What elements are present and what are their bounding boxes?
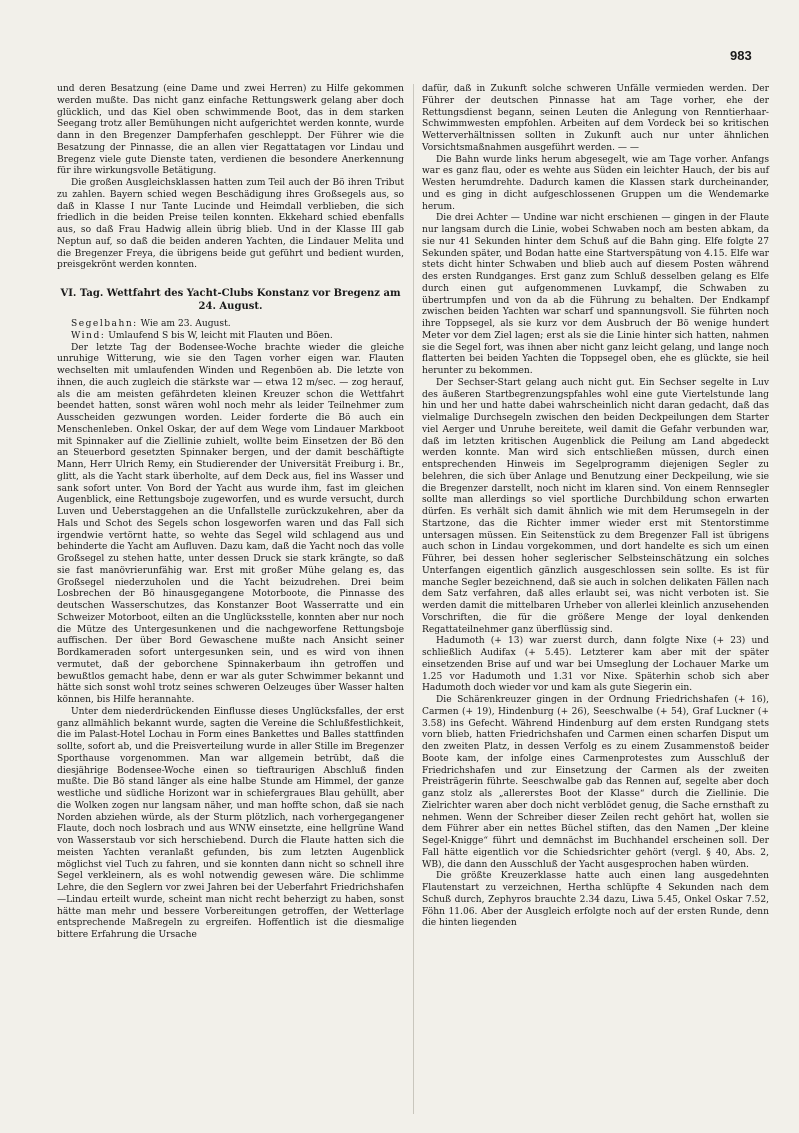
paragraph: Die größte Kreuzerklasse hatte auch einen lang ausgedehnten Flautenstart zu verzeichnen, Hertha schlüpfte 4 Sekunden nach dem Schuß durch, Zephyros brauchte 2.34 dazu, Liwa 5.45, Onkel Oskar 7.52, Föhn 11.06. Aber der Ausgleich erfolgte noch auf der ersten Runde, denn die hinten liegenden [422, 871, 769, 929]
paragraph: Die großen Ausgleichsklassen hatten zum Teil auch der Bö ihren Tribut zu zahlen. Bayern schied wegen Beschädigung ihres Großsegels aus, so daß in Klasse I nur Tante Lucinde und Heimdall verblieben, die sich friedlich in die beiden Preise teilen konnten. Ekkehard schied ebenfalls aus, so daß Frau Hadwig allein übrig blieb. Und in der Klasse III gab Neptun auf, so daß die beiden anderen Yachten, die Lindauer Melita und die Bregenzer Freya, die übrigens beide gut geführt und bedient wurden, preisgekrönt werden konnten. [57, 178, 404, 271]
paragraph: Hadumoth (+ 13) war zuerst durch, dann folgte Nixe (+ 23) und schließlich Audifax (+ 5.45). Letzterer kam aber mit der später einsetzenden Brise auf und war bei Umseglung der Lochauer Marke um 1.25 vor Hadumoth und 1.31 vor Nixe. Späterhin schob sich aber Hadumoth doch wieder vor und kam als gute Siegerin ein. [422, 636, 769, 694]
segelbahn-line [57, 319, 404, 331]
paragraph: Der letzte Tag der Bodensee-Woche brachte wieder die gleiche unruhige Witterung, wie sie den Tagen vorher eigen war. Flauten wechselten mit umlaufenden Winden und Regenböen ab. Die letzte von ihnen, die auch zugleich die stärkste war — etwa 12 m/sec. — zog herauf, als die am meisten gefährdeten kleinen Kreuzer schon die Wettfahrt beendet hatten, sonst wären wohl noch mehr als leider Teilnehmer zum Ausscheiden gezwungen worden. Leider forderte die Bö auch ein Menschenleben. Onkel Oskar, der auf dem Wege vom Lindauer Markboot mit Spinnaker auf die Ziellinie zuhielt, wollte beim Einsetzen der Bö den an Steuerbord gesetzten Spinnaker bergen, und der damit beschäftigte Mann, Herr Ulrich Remy, ein Studierender der Universität Freiburg i. Br., glitt, als die Yacht stark überholte, auf dem Deck aus, fiel ins Wasser und sank sofort unter. Von Bord der Yacht aus wurde ihm, fast im gleichen Augenblick, eine Rettungsboje zugeworfen, und es wurde versucht, durch Luven und Ueberstaggehen an die Unfallstelle zurückzukehren, aber da Hals und Schot des Segels schon losgeworfen waren und das Fall sich irgendwie vertörnt hatte, so wehte das Segel wild schlagend aus und behinderte die Yacht am Aufluven. Dazu kam, daß die Yacht noch das volle Großsegel zu stehen hatte, unter dessen Druck sie stark krängte, so daß sie fast manövrierunfähig war. Erst mit großer Mühe gelang es, das Großsegel niederzuholen und die Yacht beizudrehen. Drei beim Losbrechen der Bö hinausgegangene Motorboote, die Pinnasse des deutschen Wasserschutzes, das Konstanzer Boot Wasserratte und ein Schweizer Motorboot, eilten an die Unglücksstelle, konnten aber nur noch die Mütze des Untergesunkenen und die nachgeworfene Rettungsboje auffischen. Der über Bord Gewaschene mußte nach Ansicht seiner Bordkameraden sofort untergesunken sein, und es wird von ihnen vermutet, daß der geborchene Spinnakerbaum ihn getroffen und bewußtlos gemacht habe, denn er war als guter Schwimmer bekannt und hätte sich sonst wohl trotz seines schweren Oelzeuges über Wasser halten können, bis Hilfe herannahte. [57, 342, 404, 705]
article-columns [57, 84, 769, 942]
segelbahn-text: Wie am 23. August. [137, 319, 231, 329]
section-heading: VI. Tag. Wettfahrt des Yacht-Clubs Konstanz vor Bregenz am 24. August. [60, 288, 401, 312]
left-column [57, 84, 404, 942]
paragraph: Der Sechser-Start gelang auch nicht gut. Ein Sechser segelte in Luv des äußeren Startbegrenzungspfahles wohl eine gute Viertelstunde lang hin und her und hatte dabei wahrscheinlich nicht daran gedacht, daß das vielmalige Durchsegeln zwischen den beiden Deckpeilungen dem Starter viel Aerger und Unruhe bereitete, weil damit die Gefahr verbunden war, daß im letzten kritischen Augenblick die Peilung am Land abgedeckt werden konnte. Man wird sich entschließen müssen, durch einen entsprechenden Hinweis im Segelprogramm diejenigen Segler zu belehren, die sich über Anlage und Benutzung einer Deckpeilung, wie sie die Bregenzer darstellt, noch nicht im klaren sind. Von einem Rennsegler sollte man allerdings so viel sportliche Durchbildung schon erwarten dürfen. Es verhält sich damit ähnlich wie mit dem Herumsegeln in der Startzone, das die Richter immer wieder erst mit Stentorstimme untersagen müssen. Ein Seitenstück zu dem Bregenzer Fall ist übrigens auch schon in Lindau vorgekommen, und dort handelte es sich um einen Führer, bei dessen hoher seglerischer Selbsteinschätzung ein solches Unterfangen eigentlich gänzlich ausgeschlossen sein sollte. Es ist für manche Segler bezeichnend, daß sie auch in solchen delikaten Fällen nach dem Satz verfahren, daß alles erlaubt sei, was nicht verboten ist. Sie werden damit die mittelbaren Urheber von allerlei kleinlich anzusehenden Vorschriften, die für die größere Menge der loyal denkenden Regattateilnehmer ganz überflüssig sind. [422, 377, 769, 635]
segelbahn-label: Segelbahn: [71, 319, 138, 329]
page-number: 983 [730, 48, 752, 63]
wind-line [57, 331, 404, 343]
paragraph: Unter dem niederdrückenden Einflusse dieses Unglücksfalles, der erst ganz allmählich bekannt wurde, sagten die Vereine die Schlußfestlichkeit, die im Palast-Hotel Lochau in Form eines Bankettes und Balles stattfinden sollte, sofort ab, und die Preisverteilung wurde in aller Stille im Bregenzer Sporthause vorgenommen. Man war allgemein betrübt, daß die diesjährige Bodensee-Woche einen so tieftraurigen Abschluß finden mußte. Die Bö stand länger als eine halbe Stunde am Himmel, der ganze westliche und südliche Horizont war in schiefergraues Blau gehüllt, aber die Wolken zogen nur langsam näher, und man hoffte schon, daß sie nach Norden abziehen würde, als der Sturm plötzlich, nach vorhergegangener Flaute, doch noch losbrach und aus WNW einsetzte, eine hellgrüne Wand von Wasserstaub vor sich herschiebend. Durch die Flaute hatten sich die meisten Yachten veranlaßt gefunden, bis zum letzten Augenblick möglichst viel Tuch zu fahren, und sie konnten dann nicht so schnell ihre Segel verkleinern, als es wohl notwendig gewesen wäre. Die schlimme Lehre, die den Seglern vor zwei Jahren bei der Ueberfahrt Friedrichshafen—Lindau erteilt wurde, scheint man nicht recht beherzigt zu haben, sonst hätte man mehr und bessere Vorbereitungen getroffen, der Wetterlage entsprechende Maßregeln zu ergreifen. Hoffentlich ist die diesmalige bittere Erfahrung die Ursache [57, 706, 404, 940]
paragraph: dafür, daß in Zukunft solche schweren Unfälle vermieden werden. Der Führer der deutschen Pinnasse hat am Tage vorher, ehe der Rettungsdienst begann, seinen Leuten die Anlegung von Renntierhaar-Schwimmwesten empfohlen. Arbeiten auf dem Vordeck bei so kritischen Wetterverhältnissen sollten in Zukunft auch nur unter ähnlichen Vorsichtsmaßnahmen ausgeführt werden. — — [422, 84, 769, 153]
wind-label: Wind: [71, 330, 106, 341]
paragraph: Die Bahn wurde links herum abgesegelt, wie am Tage vorher. Anfangs war es ganz flau, oder es wehte aus Süden ein leichter Hauch, der bis auf Westen herumdrehte. Dadurch kamen die Klassen stark durcheinander, und es ging in dicht aufgeschlossenen Gruppen um die Wendemarke herum. [422, 154, 769, 212]
right-column [422, 84, 769, 942]
paragraph: Die drei Achter — Undine war nicht erschienen — gingen in der Flaute nur langsam durch die Linie, wobei Schwaben noch am besten abkam, da sie nur 41 Sekunden hinter dem Schuß auf die Bahn ging. Elfe folgte 27 Sekunden später, und Bodan hatte eine Startverspätung von 4.15. Elfe war stets dicht hinter Schwaben und blieb auch auf diesem Posten während des ersten Rundganges. Erst ganz zum Schluß desselben gelang es Elfe durch einen gut aufgenommenen Luvkampf, die Schwaben zu übertrumpfen und von da ab die Führung zu behalten. Der Endkampf zwischen beiden Yachten war scharf und spannungsvoll. Sie führten noch ihre Toppsegel, als sie kurz vor dem Ausbruch der Bö wenige hundert Meter vor dem Ziel lagen; erst als sie die Linie hinter sich hatten, nahmen sie die Segel fort, was ihnen aber nicht ganz leicht gelang, und lange noch flatterten bei beiden Yachten die Toppsegel oben, ehe es glückte, sie heil herunter zu bekommen. [422, 213, 770, 376]
paragraph: und deren Besatzung (eine Dame und zwei Herren) zu Hilfe gekommen werden mußte. Das nicht ganz einfache Rettungswerk gelang aber doch glücklich, und das Kiel oben schwimmende Boot, das in dem starken Seegang trotz aller Bemühungen nicht aufgerichtet werden konnte, wurde dann in den Bregenzer Dampferhafen geschleppt. Der Führer wie die Besatzung der Pinnasse, die an allen vier Regattatagen vor Lindau und Bregenz viele gute Dienste taten, verdienen die besondere Anerkennung für ihre wirkungsvolle Betätigung. [57, 84, 404, 177]
wind-text: Umlaufend S bis W, leicht mit Flauten und Böen. [105, 330, 333, 341]
paragraph: Die Schärenkreuzer gingen in der Ordnung Friedrichshafen (+ 16), Carmen (+ 19), Hindenburg (+ 26), Seeschwalbe (+ 54), Graf Luckner (+ 3.58) ins Gefecht. Während Hindenburg auf dem ersten Rundgang stets vorn blieb, hatten Friedrichshafen und Carmen einen scharfen Disput um den zweiten Platz, in dessen Verfolg es zu einem Zusammenstoß beider Boote kam, der infolge eines Carmenprotestes zum Ausschluß der Friedrichshafen und zur Einsetzung der Carmen als der zweiten Preisträgerin führte. Seeschwalbe gab das Rennen auf, segelte aber doch ganz stolz als „allererstes Boot der Klasse“ durch die Ziellinie. Die Zielrichter waren aber doch nicht verblödet genug, die Sache ernsthaft zu nehmen. Wenn der Schreiber dieser Zeilen recht gehört hat, wollen sie dem Führer aber ein nettes Büchel stiften, das den Namen „Der kleine Segel-Knigge“ führt und demnächst im Buchhandel erscheinen soll. Der Fall hätte eigentlich vor die Schiedsrichter gehört (vergl. § 40, Abs. 2, WB), die dann den Ausschluß der Yacht ausgesprochen haben würden. [422, 695, 769, 870]
